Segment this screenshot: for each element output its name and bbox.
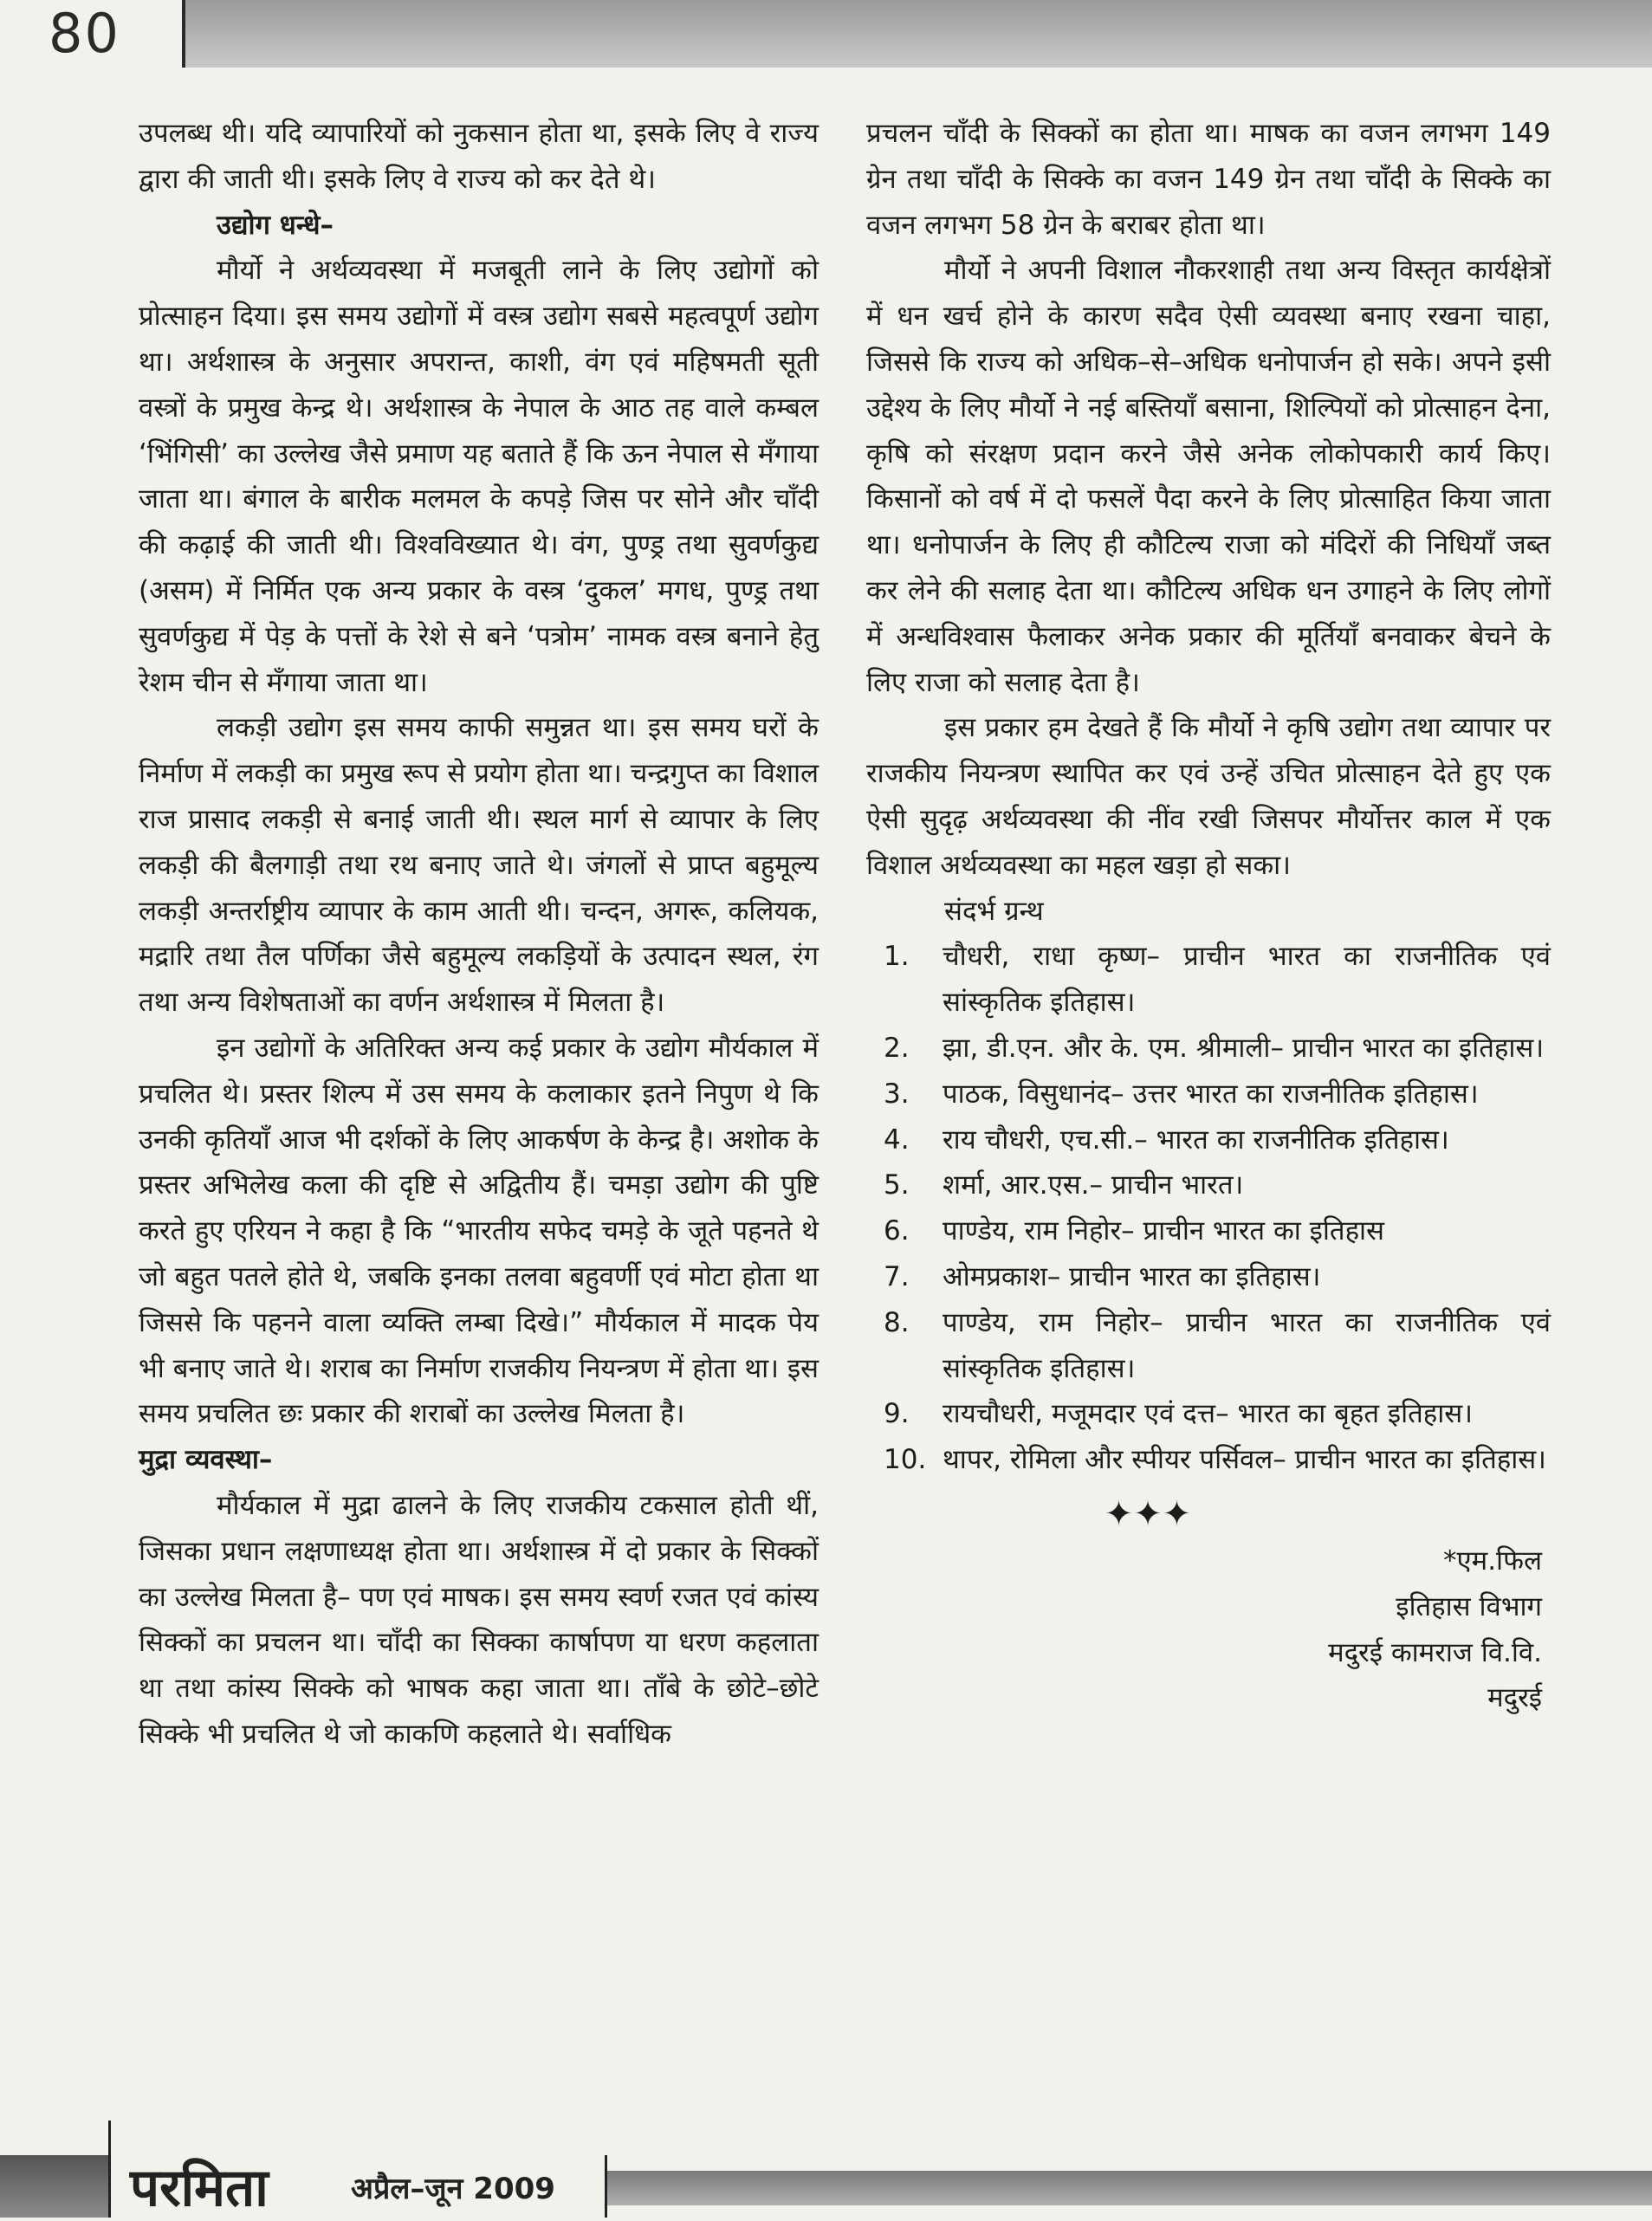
footer-stripe-left <box>0 2155 108 2218</box>
industry-paragraph: मौर्यो ने अर्थव्यवस्था में मजबूती लाने के लिए उद्योगों को प्रोत्साहन दिया। इस समय उद्योगों में वस्त्र उद्योग सबसे महत्वपूर्ण उद्योग था। अर्थशास्त्र के अनुसार अपरान्त, काशी, वंग एवं महिषमती सूती वस्त्रों के प्रमुख केन्द्र थे। अर्थशास्त्र के नेपाल के आठ तह वाले कम्बल ‘भिंगिसी’ का उल्लेख जैसे प्रमाण यह बताते हैं कि ऊन नेपाल से मँगाया जाता था। बंगाल के बारीक मलमल के कपड़े जिस पर सोने और चाँदी की कढ़ाई की जाती थी। विश्वविख्यात थे। वंग, पुण्ड्र तथा सुवर्णकुद्य (असम) में निर्मित एक अन्य प्रकार के वस्त्र ‘दुकल’ मगध, पुण्ड्र तथा सुवर्णकुद्य में पेड़ के पत्तों के रेशे से बने ‘पत्रोम’ नामक वस्त्र बनाने हेतु रेशम चीन से मँगाया जाता था। <box>139 255 819 698</box>
reference-number: 1. <box>884 941 910 973</box>
reference-item <box>866 934 1551 1026</box>
references-heading: संदर्भ ग्रन्थ <box>944 895 1044 927</box>
other-industries-paragraph: इन उद्योगों के अतिरिक्त अन्य कई प्रकार के उद्योग मौर्यकाल में प्रचलित थे। प्रस्तर शिल्प में उस समय के कलाकार इतने निपुण थे कि उनकी कृतियाँ आज भी दर्शकों के लिए आकर्षण के केन्द्र है। अशोक के प्रस्तर अभिलेख कला की दृष्टि से अद्वितीय हैं। चमड़ा उद्योग की पुष्टि करते हुए एरियन ने कहा है कि “भारतीय सफेद चमड़े के जूते पहनते थे जो बहुत पतले होते थे, जबकि इनका तलवा बहुवर्णी एवं मोटा होता था जिससे कि पहनने वाला व्यक्ति लम्बा दिखे।” मौर्यकाल में मादक पेय भी बनाए जाते थे। शराब का निर्माण राजकीय नियन्त्रण में होता था। इस समय प्रचलित छः प्रकार की शराबों का उल्लेख मिलता है। <box>139 1032 819 1430</box>
reference-item <box>866 1437 1551 1483</box>
reference-item <box>866 1254 1551 1300</box>
footer-stripe-right <box>606 2171 1652 2205</box>
reference-number: 2. <box>884 1032 910 1064</box>
reference-text: पाण्डेय, राम निहोर– प्राचीन भारत का इतिहास <box>943 1215 1385 1247</box>
conclusion-paragraph: इस प्रकार हम देखते हैं कि मौर्यो ने कृषि उद्योग तथा व्यापार पर राजकीय नियन्त्रण स्थापित कर एवं उन्हें उचित प्रोत्साहन देते हुए एक ऐसी सुदृढ़ अर्थव्यवस्था की नींव रखी जिसपर मौर्योत्तर काल में एक विशाल अर्थव्यवस्था का महल खड़ा हो सका। <box>866 712 1551 881</box>
wood-industry-paragraph: लकड़ी उद्योग इस समय काफी समुन्नत था। इस समय घरों के निर्माण में लकड़ी का प्रमुख रूप से प्रयोग होता था। चन्द्रगुप्त का विशाल राज प्रासाद लकड़ी से बनाई जाती थी। स्थल मार्ग से व्यापार के लिए लकड़ी की बैलगाड़ी तथा रथ बनाए जाते थे। जंगलों से प्राप्त बहुमूल्य लकड़ी अन्तर्राष्ट्रीय व्यापार के काम आती थी। चन्दन, अगरू, कलियक, मद्रारि तथा तैल पर्णिका जैसे बहुमूल्य लकड़ियों के उत्पादन स्थल, रंग तथा अन्य विशेषताओं का वर्णन अर्थशास्त्र में मिलता है। <box>139 712 819 1019</box>
page-number: 80 <box>49 2 120 65</box>
header-gray-band <box>182 0 1652 68</box>
signature-department: इतिहास विभाग <box>1396 1590 1542 1622</box>
left-column <box>139 111 819 1758</box>
reference-item <box>866 1391 1551 1437</box>
reference-number: 10. <box>884 1444 927 1476</box>
reference-item <box>866 1162 1551 1208</box>
footer-divider-left <box>108 2121 111 2218</box>
separator-stars-icon: ✦✦✦ <box>1104 1493 1192 1534</box>
author-affiliation <box>866 1538 1551 1721</box>
reference-number: 3. <box>884 1078 910 1110</box>
bureaucracy-paragraph: मौर्यो ने अपनी विशाल नौकरशाही तथा अन्य विस्तृत कार्यक्षेत्रों में धन खर्च होने के कारण सदैव ऐसी व्यवस्था बनाए रखना चाहा, जिससे कि राज्य को अधिक–से–अधिक धनोपार्जन हो सके। अपने इसी उद्देश्य के लिए मौर्यो ने नई बस्तियाँ बसाना, शिल्पियों को प्रोत्साहन देना, कृषि को संरक्षण प्रदान करने जैसे अनेक लोकोपकारी कार्य किए। किसानों को वर्ष में दो फसलें पैदा करने के लिए प्रोत्साहित किया जाता था। धनोपार्जन के लिए ही कौटिल्य राजा को मंदिरों की निधियाँ जब्त कर लेने की सलाह देता था। कौटिल्य अधिक धन उगाहने के लिए लोगों में अन्धविश्वास फैलाकर अनेक प्रकार की मूर्तियाँ बनवाकर बेचने के लिए राजा को सलाह देता है। <box>866 255 1551 698</box>
right-continuation-paragraph: प्रचलन चाँदी के सिक्कों का होता था। माषक का वजन लगभग 149 ग्रेन तथा चाँदी के सिक्के का वजन 149 ग्रेन तथा चाँदी के सिक्के का वजन लगभग 58 ग्रेन के बराबर होता था। <box>866 118 1551 241</box>
references-list <box>866 934 1551 1483</box>
reference-item <box>866 1072 1551 1117</box>
reference-item <box>866 1117 1551 1163</box>
signature-university: मदुरई कामराज वि.वि. <box>1328 1636 1542 1668</box>
signature-degree: *एम.फिल <box>1443 1544 1542 1577</box>
reference-item <box>866 1026 1551 1072</box>
reference-number: 7. <box>884 1260 910 1292</box>
reference-item <box>866 1208 1551 1254</box>
reference-number: 8. <box>884 1306 910 1338</box>
reference-number: 5. <box>884 1169 910 1201</box>
issue-date: अप्रैल–जून 2009 <box>351 2172 555 2206</box>
reference-text: झा, डी.एन. और के. एम. श्रीमाली– प्राचीन भारत का इतिहास। <box>943 1032 1545 1064</box>
reference-text: थापर, रोमिला और स्पीयर पर्सिवल– प्राचीन भारत का इतिहास। <box>943 1444 1546 1476</box>
reference-number: 4. <box>884 1123 910 1156</box>
footer-divider-right <box>605 2155 607 2218</box>
header-bar <box>0 0 1652 68</box>
currency-heading: मुद्रा व्यवस्था– <box>139 1444 273 1476</box>
currency-paragraph: मौर्यकाल में मुद्रा ढालने के लिए राजकीय टकसाल होती थीं, जिसका प्रधान लक्षणाध्यक्ष होता था। अर्थशास्त्र में दो प्रकार के सिक्कों का उल्लेख मिलता है– पण एवं माषक। इस समय स्वर्ण रजत एवं कांस्य सिक्कों का प्रचलन था। चाँदी का सिक्का कार्षापण या धरण कहलाता था तथा कांस्य सिक्के को भाषक कहा जाता था। ताँबे के छोटे–छोटे सिक्के भी प्रचलित थे जो काकणि कहलाते थे। सर्वाधिक <box>139 1489 819 1750</box>
signature-city: मदुरई <box>1487 1682 1542 1714</box>
journal-name: परमिता <box>130 2158 269 2218</box>
reference-number: 6. <box>884 1215 910 1247</box>
reference-text: पाण्डेय, राम निहोर– प्राचीन भारत का राजनीतिक एवं सांस्कृतिक इतिहास। <box>943 1306 1551 1384</box>
reference-text: पाठक, विसुधानंद– उत्तर भारत का राजनीतिक इतिहास। <box>943 1078 1479 1110</box>
left-intro-paragraph: उपलब्ध थी। यदि व्यापारियों को नुकसान होता था, इसके लिए वे राज्य द्वारा की जाती थी। इसके लिए वे राज्य को कर देते थे। <box>139 118 819 195</box>
reference-text: चौधरी, राधा कृष्ण– प्राचीन भारत का राजनीतिक एवं सांस्कृतिक इतिहास। <box>943 941 1551 1019</box>
footer-bar <box>0 2155 1652 2218</box>
reference-text: ओमप्रकाश– प्राचीन भारत का इतिहास। <box>943 1260 1321 1292</box>
header-divider <box>182 0 185 68</box>
industry-heading: उद्योग धन्धे– <box>217 209 334 241</box>
reference-text: रायचौधरी, मजूमदार एवं दत्त– भारत का बृहत इतिहास। <box>943 1398 1473 1430</box>
reference-item <box>866 1300 1551 1392</box>
reference-number: 9. <box>884 1398 910 1430</box>
reference-text: शर्मा, आर.एस.– प्राचीन भारत। <box>943 1169 1244 1201</box>
right-column <box>866 111 1551 1721</box>
reference-text: राय चौधरी, एच.सी.– भारत का राजनीतिक इतिहास। <box>943 1123 1449 1156</box>
